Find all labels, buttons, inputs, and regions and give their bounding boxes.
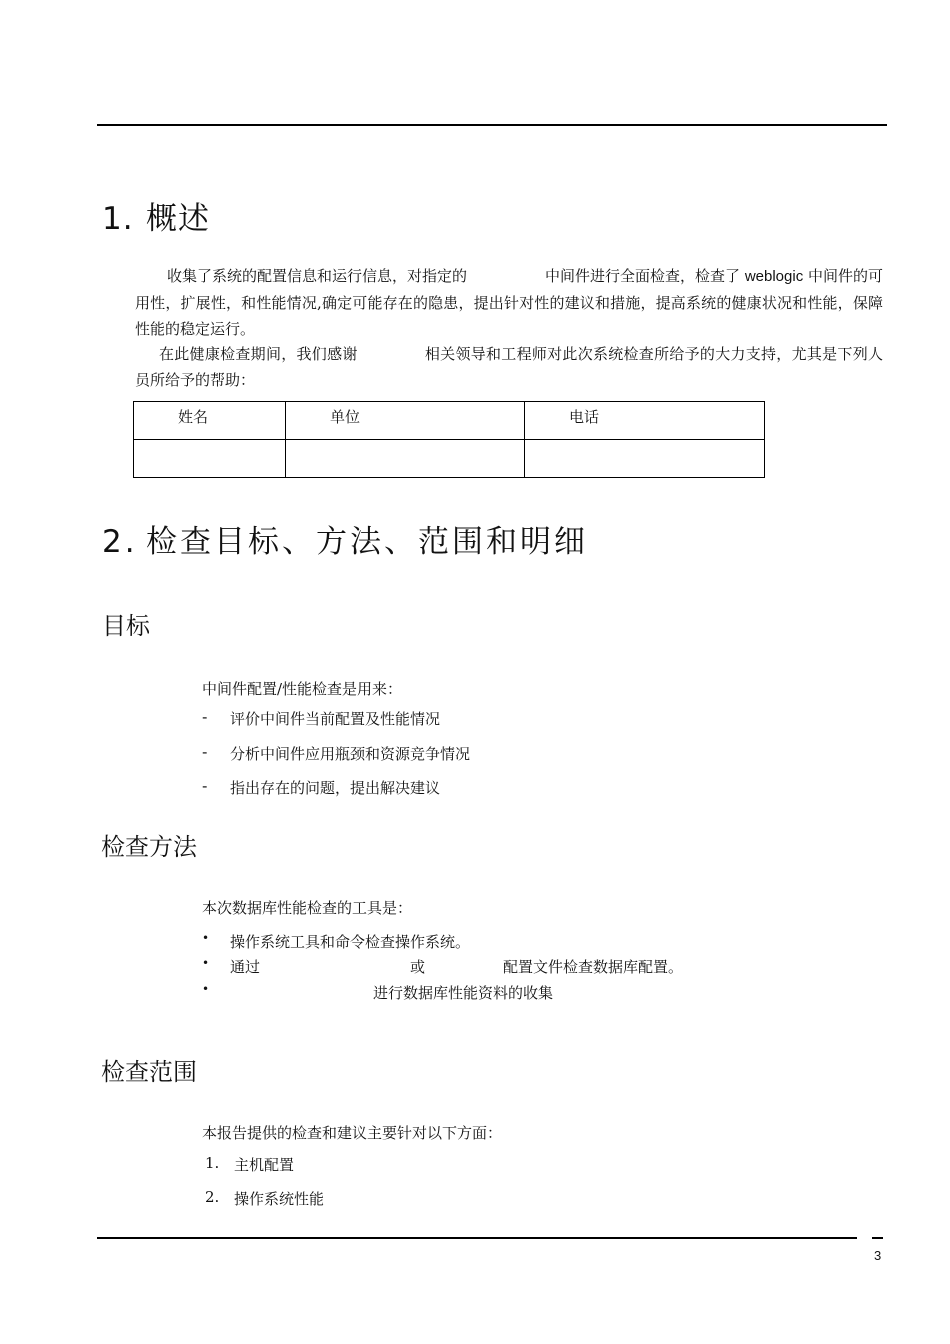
thanks-text-2: 相关领导和工程师对此次系统检查所给予的大力支持，尤其是下列人员所给予的帮助： [135,345,883,389]
dash-marker: - [202,743,208,761]
intro-weblogic: weblogic [744,268,804,285]
section2-title: 检查目标、方法、范围和明细 [146,524,588,560]
header-rule [97,124,887,126]
section2-number: 2. [102,524,138,560]
goal-heading: 目标 [102,612,150,640]
scope-intro: 本报告提供的检查和建议主要针对以下方面： [202,1124,503,1142]
intro-text-1: 收集了系统的配置信息和运行信息，对指定的 [167,267,468,285]
method-item-text: 或 [410,958,426,976]
section1-number: 1. [102,201,134,237]
bullet-marker: • [202,956,210,970]
thanks-text-1: 在此健康检查期间，我们感谢 [159,345,358,363]
method-intro: 本次数据库性能检查的工具是： [202,899,413,917]
table-header-cell: 电话 [525,402,765,440]
intro-text-3: 中间件的可用性，扩展性，和性能情况,确定可能存在的隐患，提出针对性的建议和措施，提高系统的健康状况和性能，保障性能的稳定运行。 [135,267,883,338]
scope-item-text: 主机配置 [234,1156,295,1174]
method-item-text: 进行数据库性能资料的收集 [373,984,554,1002]
scope-item-number: 2. [205,1188,220,1206]
scope-item-text: 操作系统性能 [234,1190,325,1208]
goal-intro: 中间件配置/性能检查是用来： [202,680,403,698]
bullet-marker: • [202,982,210,996]
section1-heading [102,193,210,238]
goal-item-text: 评价中间件当前配置及性能情况 [230,710,441,728]
intro-paragraph [135,263,883,342]
table-header-cell: 姓名 [134,402,286,440]
method-heading: 检查方法 [101,833,197,861]
contacts-table [133,401,765,478]
bullet-marker: • [202,931,210,945]
method-item-text: 配置文件检查数据库配置。 [503,958,684,976]
goal-item-text: 指出存在的问题，提出解决建议 [230,779,441,797]
footer-rule [97,1237,857,1239]
table-cell [286,440,525,478]
dash-marker: - [202,777,208,795]
section1-title: 概述 [146,201,210,237]
method-item-text: 通过 [230,958,261,976]
table-header-row [134,402,765,440]
method-item-text: 操作系统工具和命令检查操作系统。 [230,933,471,951]
table-cell [134,440,286,478]
table-cell [525,440,765,478]
footer-rule-tick [872,1237,883,1239]
thanks-paragraph [135,341,883,393]
scope-heading: 检查范围 [101,1058,197,1086]
intro-text-2: 中间件进行全面检查，检查了 [545,267,745,285]
table-header-cell: 单位 [286,402,525,440]
goal-item-text: 分析中间件应用瓶颈和资源竞争情况 [230,745,471,763]
dash-marker: - [202,708,208,726]
page-number: 3 [874,1248,882,1263]
scope-item-number: 1. [205,1154,220,1172]
table-row [134,440,765,478]
section2-heading [102,516,588,561]
